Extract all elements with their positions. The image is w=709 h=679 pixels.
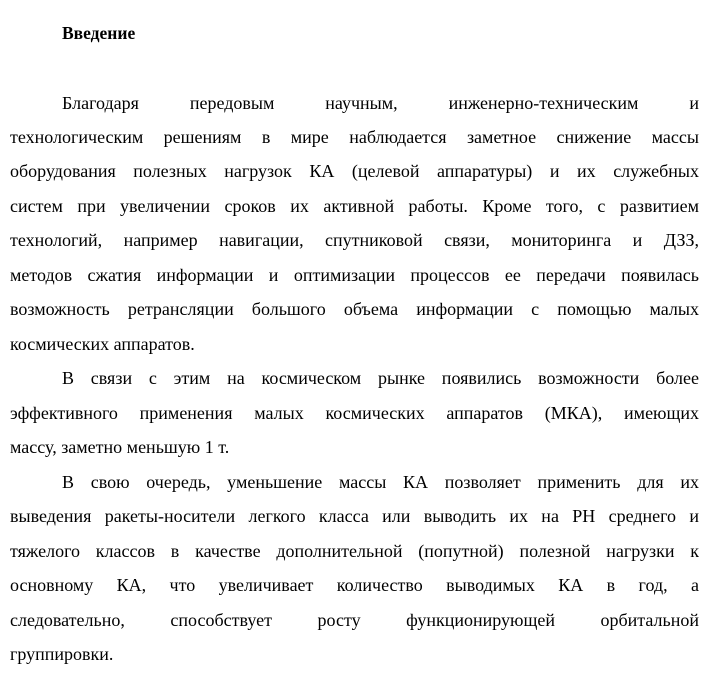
paragraph-line: группировки. [10, 644, 114, 664]
paragraph-line: космических аппаратов. [10, 334, 195, 354]
paragraph-line: тяжелого классов в качестве дополнительной (попутной) полезной нагрузки к [10, 541, 699, 561]
paragraph-line: следовательно, способствует росту функционирующей орбитальной [10, 610, 699, 630]
paragraph-line: В связи с этим на космическом рынке появились возможности более [62, 368, 699, 388]
paragraph-line: массу, заметно меньшую 1 т. [10, 437, 230, 457]
paragraph-line: Благодаря передовым научным, инженерно-техническим и [62, 93, 699, 113]
paragraph-line: эффективного применения малых космических аппаратов (МКА), имеющих [10, 403, 699, 423]
paragraph-line: оборудования полезных нагрузок КА (целевой аппаратуры) и их служебных [10, 161, 699, 181]
paragraph-line: возможность ретрансляции большого объема информации с помощью малых [10, 299, 699, 319]
paragraph-line: В свою очередь, уменьшение массы КА позволяет применить для их [62, 472, 699, 492]
paragraph-line: систем при увеличении сроков их активной работы. Кроме того, с развитием [10, 196, 699, 216]
section-heading: Введение [62, 23, 136, 43]
paragraph-line: технологическим решениям в мире наблюдается заметное снижение массы [10, 127, 699, 147]
paragraph-line: методов сжатия информации и оптимизации процессов ее передачи появилась [10, 265, 699, 285]
paragraph-line: основному КА, что увеличивает количество выводимых КА в год, а [10, 575, 699, 595]
paragraph-line: технологий, например навигации, спутниковой связи, мониторинга и ДЗЗ, [10, 230, 699, 250]
paragraph-line: выведения ракеты-носители легкого класса или выводить их на РН среднего и [10, 506, 699, 526]
